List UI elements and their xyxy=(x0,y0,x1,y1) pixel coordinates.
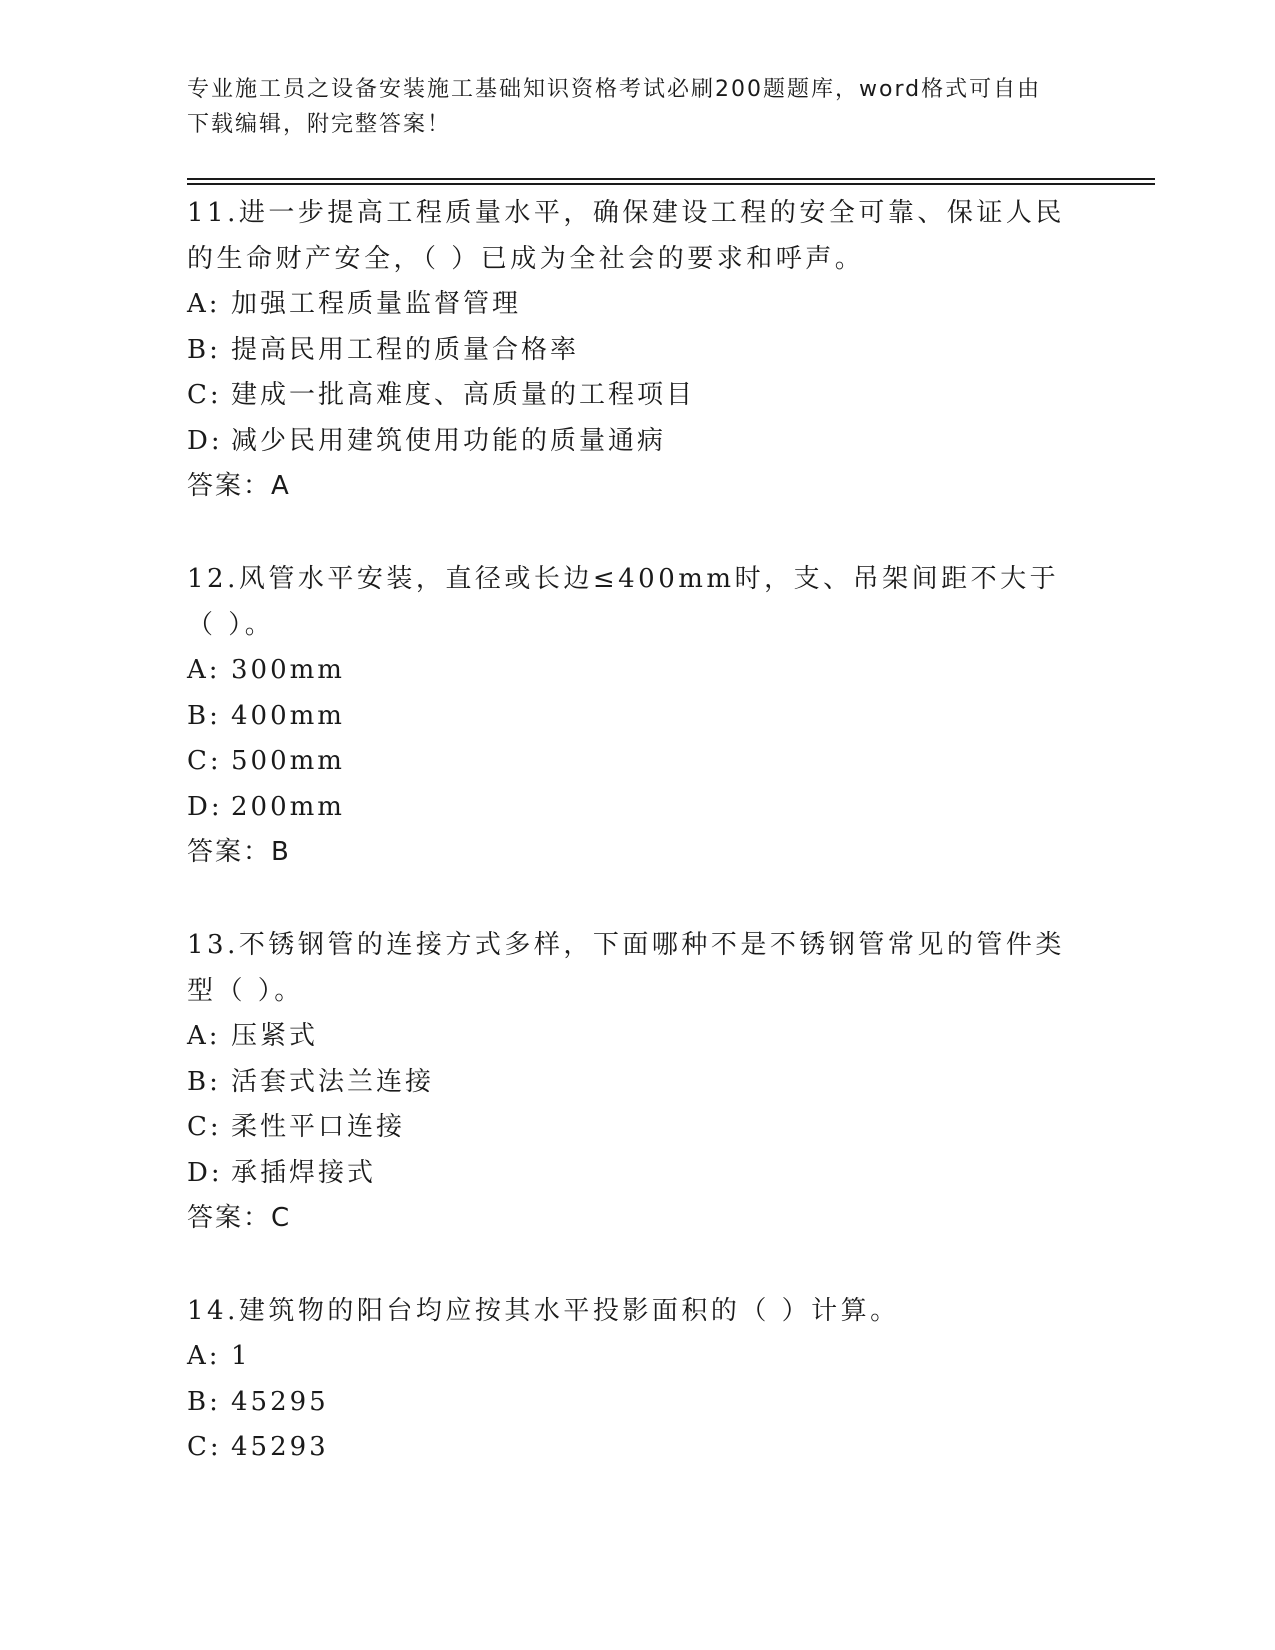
question-text: 进一步提高工程质量水平，确保建设工程的安全可靠、保证人民的生命财产安全，（ ）已成为全社会的要求和呼声。 xyxy=(187,198,1065,274)
option-letter: C: xyxy=(187,746,222,776)
header-divider-top xyxy=(187,178,1155,180)
answer-label: 答案： xyxy=(187,837,272,867)
header-line-2: 下载编辑，附完整答案！ xyxy=(187,112,452,137)
option-d xyxy=(187,419,1087,465)
option-text: 1 xyxy=(231,1341,251,1371)
option-a xyxy=(187,1334,1087,1380)
header-divider-bottom xyxy=(187,183,1155,185)
option-b xyxy=(187,1380,1087,1426)
question-number: 11 . xyxy=(187,198,239,228)
option-letter: B: xyxy=(187,1386,221,1417)
question-number: 14 . xyxy=(187,1296,239,1326)
option-a xyxy=(187,1014,1087,1060)
header-line-1: 专业施工员之设备安装施工基础知识资格考试必刷200题题库，word格式可自由 xyxy=(187,77,1042,102)
option-text: 400mm xyxy=(231,700,345,731)
question-14 xyxy=(187,1288,1087,1471)
option-text: 活套式法兰连接 xyxy=(231,1066,435,1097)
option-b xyxy=(187,328,1087,374)
question-11 xyxy=(187,190,1087,508)
option-letter: B: xyxy=(187,334,221,365)
option-letter: A: xyxy=(187,1341,221,1371)
option-text: 承插焊接式 xyxy=(231,1157,377,1188)
option-letter: B: xyxy=(187,700,221,731)
option-c xyxy=(187,373,1087,419)
question-number: 12 . xyxy=(187,564,239,594)
question-spacer xyxy=(187,1240,1087,1288)
option-letter: C: xyxy=(187,1112,222,1142)
question-12 xyxy=(187,556,1087,874)
question-number: 13 . xyxy=(187,930,239,960)
option-letter: A: xyxy=(187,655,221,685)
option-a xyxy=(187,648,1087,694)
answer-value: A xyxy=(271,471,291,501)
option-text: 减少民用建筑使用功能的质量通病 xyxy=(231,425,667,456)
option-text: 200mm xyxy=(231,791,345,822)
option-c xyxy=(187,739,1087,785)
option-letter: C: xyxy=(187,1432,222,1462)
option-text: 压紧式 xyxy=(231,1021,319,1051)
option-letter: B: xyxy=(187,1066,221,1097)
option-text: 45293 xyxy=(231,1432,329,1462)
option-d xyxy=(187,785,1087,831)
option-b xyxy=(187,694,1087,740)
option-d xyxy=(187,1151,1087,1197)
option-letter: A: xyxy=(187,289,221,319)
question-text: 不锈钢管的连接方式多样，下面哪种不是不锈钢管常见的管件类型（ ）。 xyxy=(187,930,1065,1006)
option-letter: C: xyxy=(187,380,222,410)
option-text: 500mm xyxy=(231,746,345,776)
answer-value: C xyxy=(271,1203,292,1233)
option-text: 45295 xyxy=(231,1386,329,1417)
option-text: 柔性平口连接 xyxy=(231,1112,406,1142)
option-letter: D: xyxy=(187,1157,223,1188)
option-letter: A: xyxy=(187,1021,221,1051)
question-text: 风管水平安装，直径或长边≤400mm时，支、吊架间距不大于（ ）。 xyxy=(187,564,1060,640)
option-text: 建成一批高难度、高质量的工程项目 xyxy=(231,380,696,410)
answer-label: 答案： xyxy=(187,471,272,501)
document-header xyxy=(187,72,1087,142)
option-c xyxy=(187,1105,1087,1151)
question-spacer xyxy=(187,874,1087,922)
question-spacer xyxy=(187,508,1087,556)
option-a xyxy=(187,282,1087,328)
option-text: 300mm xyxy=(231,655,345,685)
option-b xyxy=(187,1060,1087,1106)
option-c xyxy=(187,1425,1087,1471)
option-letter: D: xyxy=(187,425,223,456)
answer-value: B xyxy=(271,837,291,867)
option-text: 提高民用工程的质量合格率 xyxy=(231,334,580,365)
answer-line xyxy=(187,830,1087,874)
answer-line xyxy=(187,464,1087,508)
option-letter: D: xyxy=(187,791,223,822)
answer-line xyxy=(187,1196,1087,1240)
answer-label: 答案： xyxy=(187,1203,272,1233)
question-text: 建筑物的阳台均应按其水平投影面积的（ ）计算。 xyxy=(238,1296,900,1326)
question-13 xyxy=(187,922,1087,1240)
option-text: 加强工程质量监督管理 xyxy=(231,289,522,319)
question-list xyxy=(187,190,1087,1471)
